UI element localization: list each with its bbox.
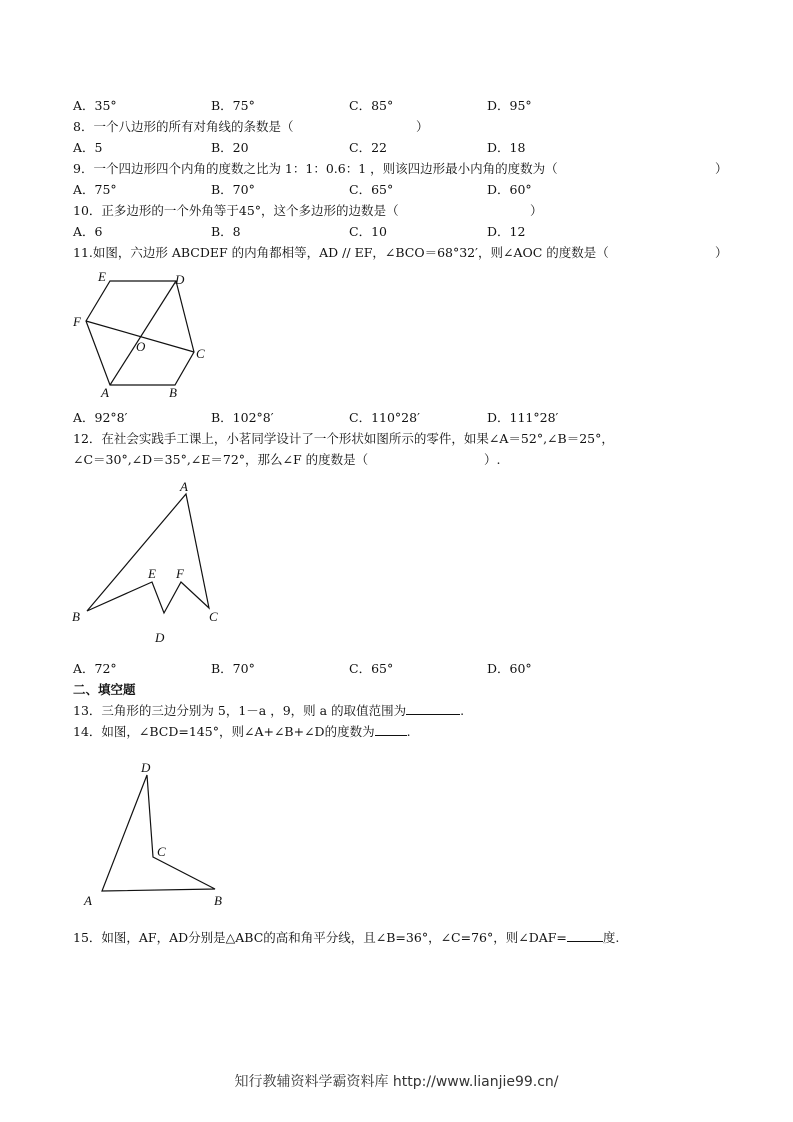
q14-stem: 14．如图，∠BCD=145°，则∠A+∠B+∠D的度数为	[73, 724, 375, 739]
q11-option-a: A．92°8′	[73, 410, 128, 425]
label-b: B	[169, 385, 177, 400]
q13-stem: 13．三角形的三边分别为 5，1－a ，9，则 a 的取值范围为	[73, 703, 407, 718]
q11-option-b: B．102°8′	[211, 410, 274, 425]
q9-stem: 9．一个四边形四个内角的度数之比为 1：1：0.6：1 ，则该四边形最小内角的度数为（	[73, 161, 558, 176]
q10-close-paren: ）	[530, 203, 543, 218]
label-a: A	[84, 893, 92, 908]
q7-option-b: B．75°	[211, 98, 255, 113]
q10-option-a: A．6	[73, 224, 103, 239]
label-c: C	[157, 844, 166, 859]
q12-close-paren: ）.	[484, 452, 501, 467]
q13-answer-blank[interactable]	[406, 703, 460, 715]
q9-option-b: B．70°	[211, 182, 255, 197]
label-o: O	[136, 339, 146, 354]
q11-hexagon-figure	[70, 268, 220, 404]
q9-option-d: D．60°	[487, 182, 532, 197]
q11-option-d: D．111°28′	[487, 410, 559, 425]
q10-option-c: C．10	[349, 224, 387, 239]
q10-stem: 10．正多边形的一个外角等于45°，这个多边形的边数是（	[73, 203, 399, 218]
label-c: C	[196, 346, 205, 361]
label-d: D	[155, 630, 165, 645]
q15-answer-blank[interactable]	[567, 930, 603, 942]
label-e: E	[148, 566, 156, 581]
part-outline	[87, 494, 209, 613]
q14-line	[73, 724, 411, 740]
label-f: F	[176, 566, 184, 581]
page-footer: 知行教辅资料学霸资料库 http://www.lianjie99.cn/	[234, 1074, 559, 1090]
q11-close-paren: ）	[715, 245, 728, 260]
q8-option-a: A．5	[73, 140, 103, 155]
q11-option-c: C．110°28′	[349, 410, 420, 425]
q8-option-c: C．22	[349, 140, 387, 155]
label-a: A	[101, 385, 109, 400]
q10-option-b: B．8	[211, 224, 241, 239]
segment-ad	[110, 281, 176, 385]
label-b: B	[72, 609, 80, 624]
quadrilateral-outline	[102, 775, 215, 891]
q15-end: 度.	[602, 930, 620, 945]
q7-option-a: A．35°	[73, 98, 117, 113]
q14-end: .	[406, 724, 411, 739]
q12-stem-line2: ∠C＝30°,∠D＝35°,∠E＝72°，那么∠F 的度数是（	[73, 452, 369, 467]
label-b: B	[214, 893, 222, 908]
label-d: D	[175, 272, 185, 287]
q15-line	[73, 930, 619, 946]
q8-option-b: B．20	[211, 140, 249, 155]
q9-option-c: C．65°	[349, 182, 394, 197]
label-c: C	[209, 609, 218, 624]
label-a: A	[180, 479, 188, 494]
q14-quadrilateral-figure	[80, 758, 240, 908]
label-d: D	[141, 760, 151, 775]
q12-option-c: C．65°	[349, 661, 394, 676]
hexagon-outline	[86, 281, 194, 385]
q8-close-paren: ）	[416, 119, 429, 134]
q13-line	[73, 703, 464, 719]
q7-option-c: C．85°	[349, 98, 394, 113]
q8-option-d: D．18	[487, 140, 526, 155]
q12-option-d: D．60°	[487, 661, 532, 676]
q7-option-d: D．95°	[487, 98, 532, 113]
q12-stem-line1: 12．在社会实践手工课上，小茗同学设计了一个形状如图所示的零件，如果∠A＝52°,∠B＝25°，	[73, 431, 614, 446]
q13-end: .	[460, 703, 465, 718]
q10-option-d: D．12	[487, 224, 526, 239]
q12-option-a: A．72°	[73, 661, 117, 676]
q14-answer-blank[interactable]	[375, 724, 407, 736]
label-f: F	[73, 314, 81, 329]
section-heading-fill-in: 二、填空题	[73, 682, 136, 697]
q12-option-b: B．70°	[211, 661, 255, 676]
q9-option-a: A．75°	[73, 182, 117, 197]
q12-part-figure	[66, 478, 236, 648]
q9-close-paren: ）	[715, 161, 728, 176]
q11-stem: 11.如图，六边形 ABCDEF 的内角都相等，AD // EF，∠BCO＝68°32′，则∠AOC 的度数是（	[73, 245, 609, 260]
q8-stem: 8．一个八边形的所有对角线的条数是（	[73, 119, 294, 134]
label-e: E	[98, 269, 106, 284]
q15-stem: 15．如图，AF，AD分别是△ABC的高和角平分线，且∠B=36°，∠C=76°，则∠DAF=	[73, 930, 567, 945]
